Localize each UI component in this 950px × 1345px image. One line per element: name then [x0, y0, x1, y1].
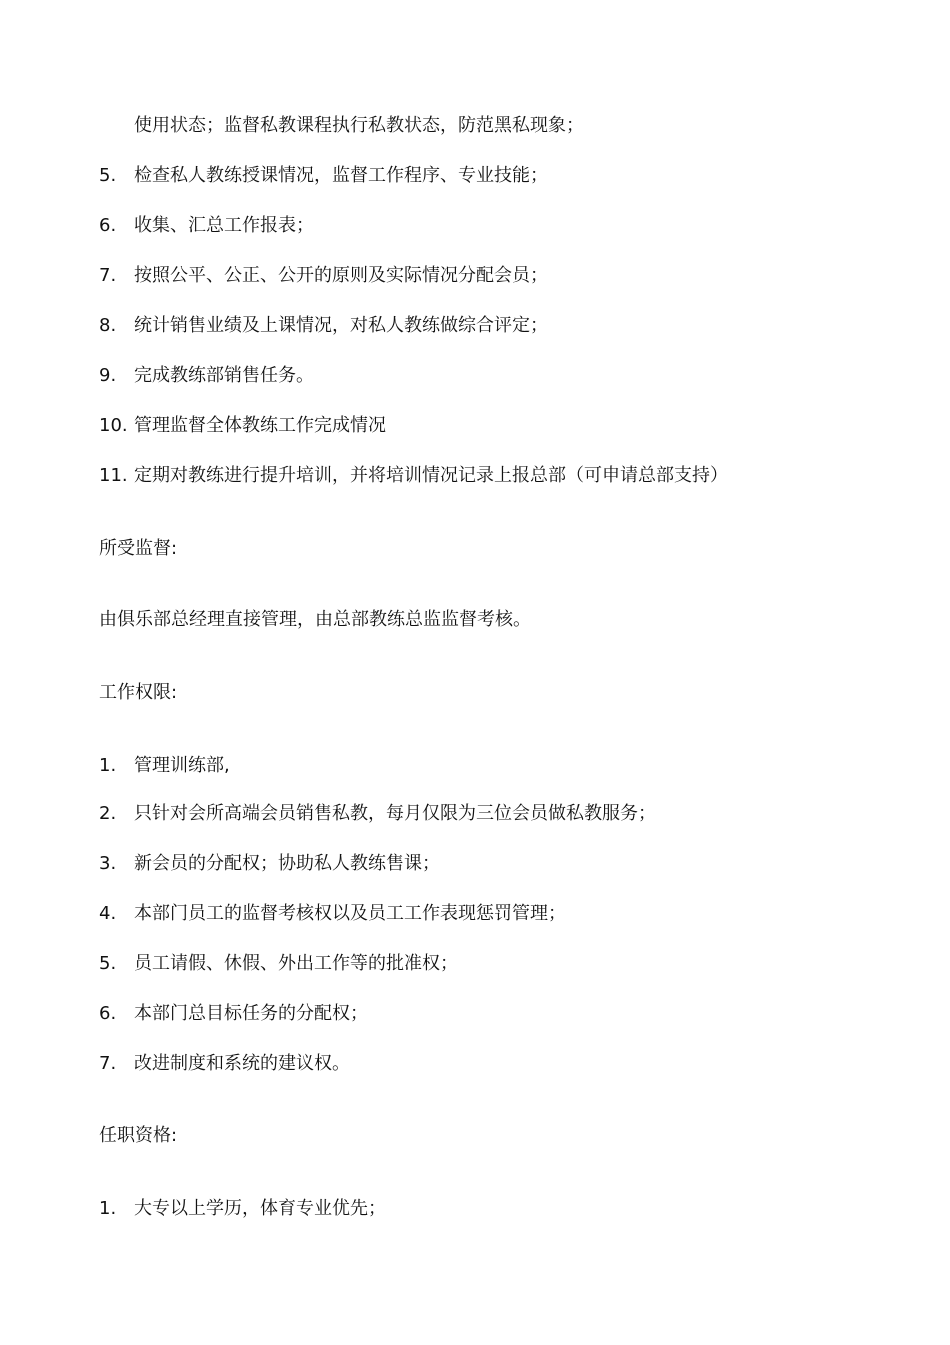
supervision-heading: 所受监督: [99, 538, 178, 559]
authority-item-2 [99, 800, 656, 828]
duty-item-11 [99, 462, 728, 490]
authority-number: 1. [99, 755, 117, 776]
duty-item-7 [99, 262, 548, 290]
qualifications-heading: 任职资格: [99, 1125, 178, 1146]
duty-text: 统计销售业绩及上课情况，对私人教练做综合评定； [134, 315, 548, 336]
duty-text: 收集、汇总工作报表； [134, 215, 314, 236]
authority-number: 5. [99, 953, 117, 974]
duty-item-9 [99, 362, 314, 390]
authority-heading: 工作权限: [99, 682, 178, 703]
duty-text: 检查私人教练授课情况，监督工作程序、专业技能； [134, 165, 548, 186]
duty-text: 管理监督全体教练工作完成情况 [134, 415, 386, 436]
duty-text: 完成教练部销售任务。 [134, 365, 314, 386]
authority-text: 管理训练部, [134, 755, 230, 776]
duty-item-5 [99, 162, 548, 190]
authority-item-6 [99, 1000, 368, 1028]
supervision-text: 由俱乐部总经理直接管理，由总部教练总监监督考核。 [99, 609, 531, 630]
authority-text: 本部门员工的监督考核权以及员工工作表现惩罚管理； [134, 903, 566, 924]
duty-number: 11. [99, 465, 128, 486]
authority-number: 6. [99, 1003, 117, 1024]
authority-number: 3. [99, 853, 117, 874]
qualification-item-1 [99, 1195, 386, 1223]
duty-number: 6. [99, 215, 117, 236]
authority-text: 新会员的分配权；协助私人教练售课； [134, 853, 440, 874]
authority-item-4 [99, 900, 566, 928]
authority-number: 2. [99, 803, 117, 824]
authority-number: 4. [99, 903, 117, 924]
duty-item-10 [99, 412, 386, 440]
duty-item-8 [99, 312, 548, 340]
qualification-number: 1. [99, 1198, 117, 1219]
authority-item-1 [99, 752, 230, 780]
authority-text: 只针对会所高端会员销售私教，每月仅限为三位会员做私教服务； [134, 803, 656, 824]
duty-number: 5. [99, 165, 117, 186]
duty-number: 7. [99, 265, 117, 286]
authority-item-3 [99, 850, 440, 878]
continuation-text: 使用状态；监督私教课程执行私教状态，防范黑私现象； [134, 115, 584, 136]
authority-text: 员工请假、休假、外出工作等的批准权； [134, 953, 458, 974]
authority-item-7 [99, 1050, 350, 1078]
duty-number: 9. [99, 365, 117, 386]
qualification-text: 大专以上学历，体育专业优先； [134, 1198, 386, 1219]
duty-number: 8. [99, 315, 117, 336]
authority-number: 7. [99, 1053, 117, 1074]
authority-text: 改进制度和系统的建议权。 [134, 1053, 350, 1074]
authority-item-5 [99, 950, 458, 978]
duty-text: 按照公平、公正、公开的原则及实际情况分配会员； [134, 265, 548, 286]
authority-text: 本部门总目标任务的分配权； [134, 1003, 368, 1024]
duty-text: 定期对教练进行提升培训，并将培训情况记录上报总部（可申请总部支持） [134, 465, 728, 486]
duty-item-6 [99, 212, 314, 240]
duty-number: 10. [99, 415, 128, 436]
